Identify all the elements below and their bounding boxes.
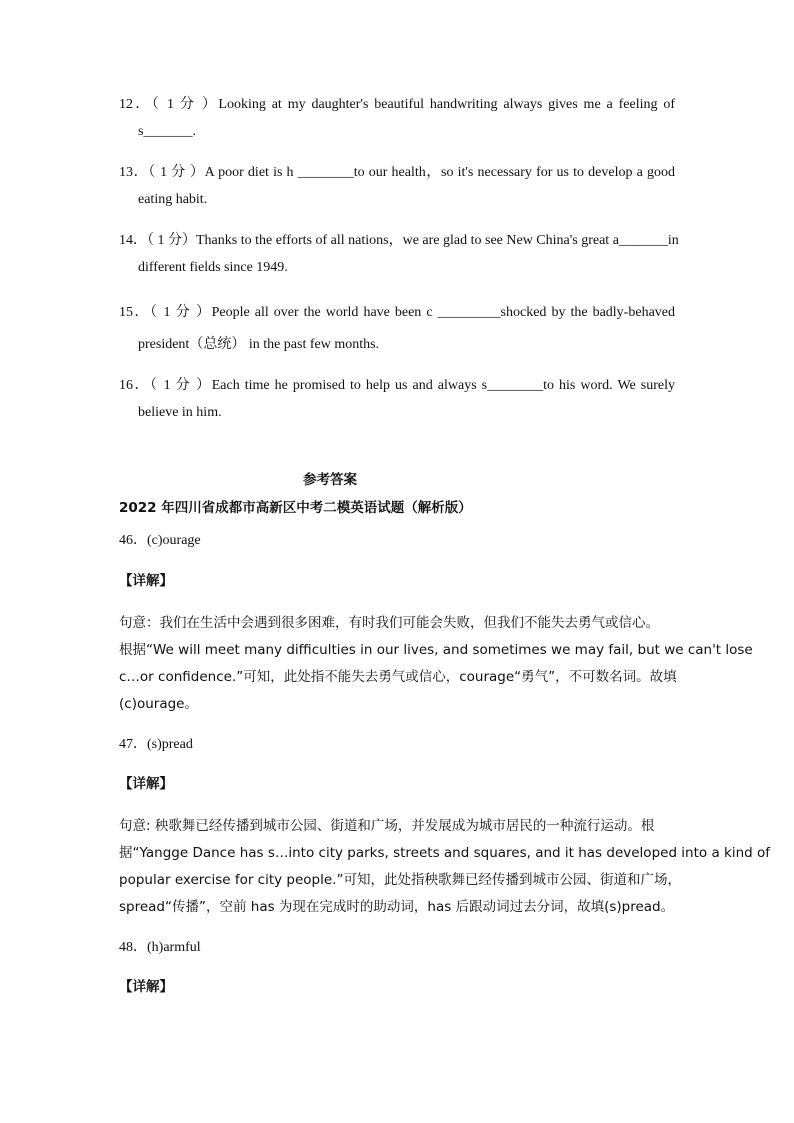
answer-46-explanation-line: c…or confidence.”可知，此处指不能失去勇气或信心，courage“勇气”，不可数名词。故填 [119,669,677,685]
answer-46-explanation-line: (c)ourage。 [119,696,198,712]
question-14-line-2: different fields since 1949. [138,260,288,275]
answer-48-number: 48．(h)armful [119,940,201,955]
question-12-line-1: 12．（ 1 分 ）Looking at my daughter's beautiful handwriting always gives me a feeling of [119,97,675,112]
answer-46-explanation-line: 句意：我们在生活中会遇到很多困难，有时我们可能会失败，但我们不能失去勇气或信心。 [119,615,659,631]
answer-47-explanation-line: spread“传播”，空前 has 为现在完成时的助动词，has 后跟动词过去分词，故填(s)pread。 [119,899,675,915]
question-13-line-2: eating habit. [138,192,208,207]
question-16-line-2: believe in him. [138,405,222,420]
answer-46-explanation-line: 根据“We will meet many difficulties in our lives, and sometimes we may fail, but we can't lose [119,642,753,658]
answer-48-detail-label: 【详解】 [119,979,173,995]
answers-heading: 参考答案 [303,472,357,488]
answer-47-explanation-line: 据“Yangge Dance has s…into city parks, streets and squares, and it has developed into a kind of [119,845,771,861]
question-15-line-2: president（总统） in the past few months. [138,337,380,352]
exam-title: 2022 年四川省成都市高新区中考二模英语试题（解析版） [119,500,472,516]
answer-47-number: 47．(s)pread [119,737,193,752]
question-12-line-2: s_______. [138,124,196,139]
question-13-line-1: 13．（ 1 分 ）A poor diet is h ________to our health，so it's necessary for us to develop a good [119,165,675,180]
answer-47-explanation-line: 句意: 秧歌舞已经传播到城市公园、街道和广场，并发展成为城市居民的一种流行运动。根 [119,818,655,834]
answer-46-number: 46．(c)ourage [119,533,201,548]
answer-47-detail-label: 【详解】 [119,776,173,792]
question-14-line-1: 14．（ 1 分）Thanks to the efforts of all nations，we are glad to see New China's great a_______in [119,233,679,248]
question-16-line-1: 16．（ 1 分 ）Each time he promised to help us and always s________to his word. We surely [119,378,675,393]
answer-46-detail-label: 【详解】 [119,573,173,589]
question-15-line-1: 15．（ 1 分 ）People all over the world have been c _________shocked by the badly-behaved [119,305,675,320]
answer-47-explanation-line: popular exercise for city people.”可知，此处指秧歌舞已经传播到城市公园、街道和广场， [119,872,681,888]
